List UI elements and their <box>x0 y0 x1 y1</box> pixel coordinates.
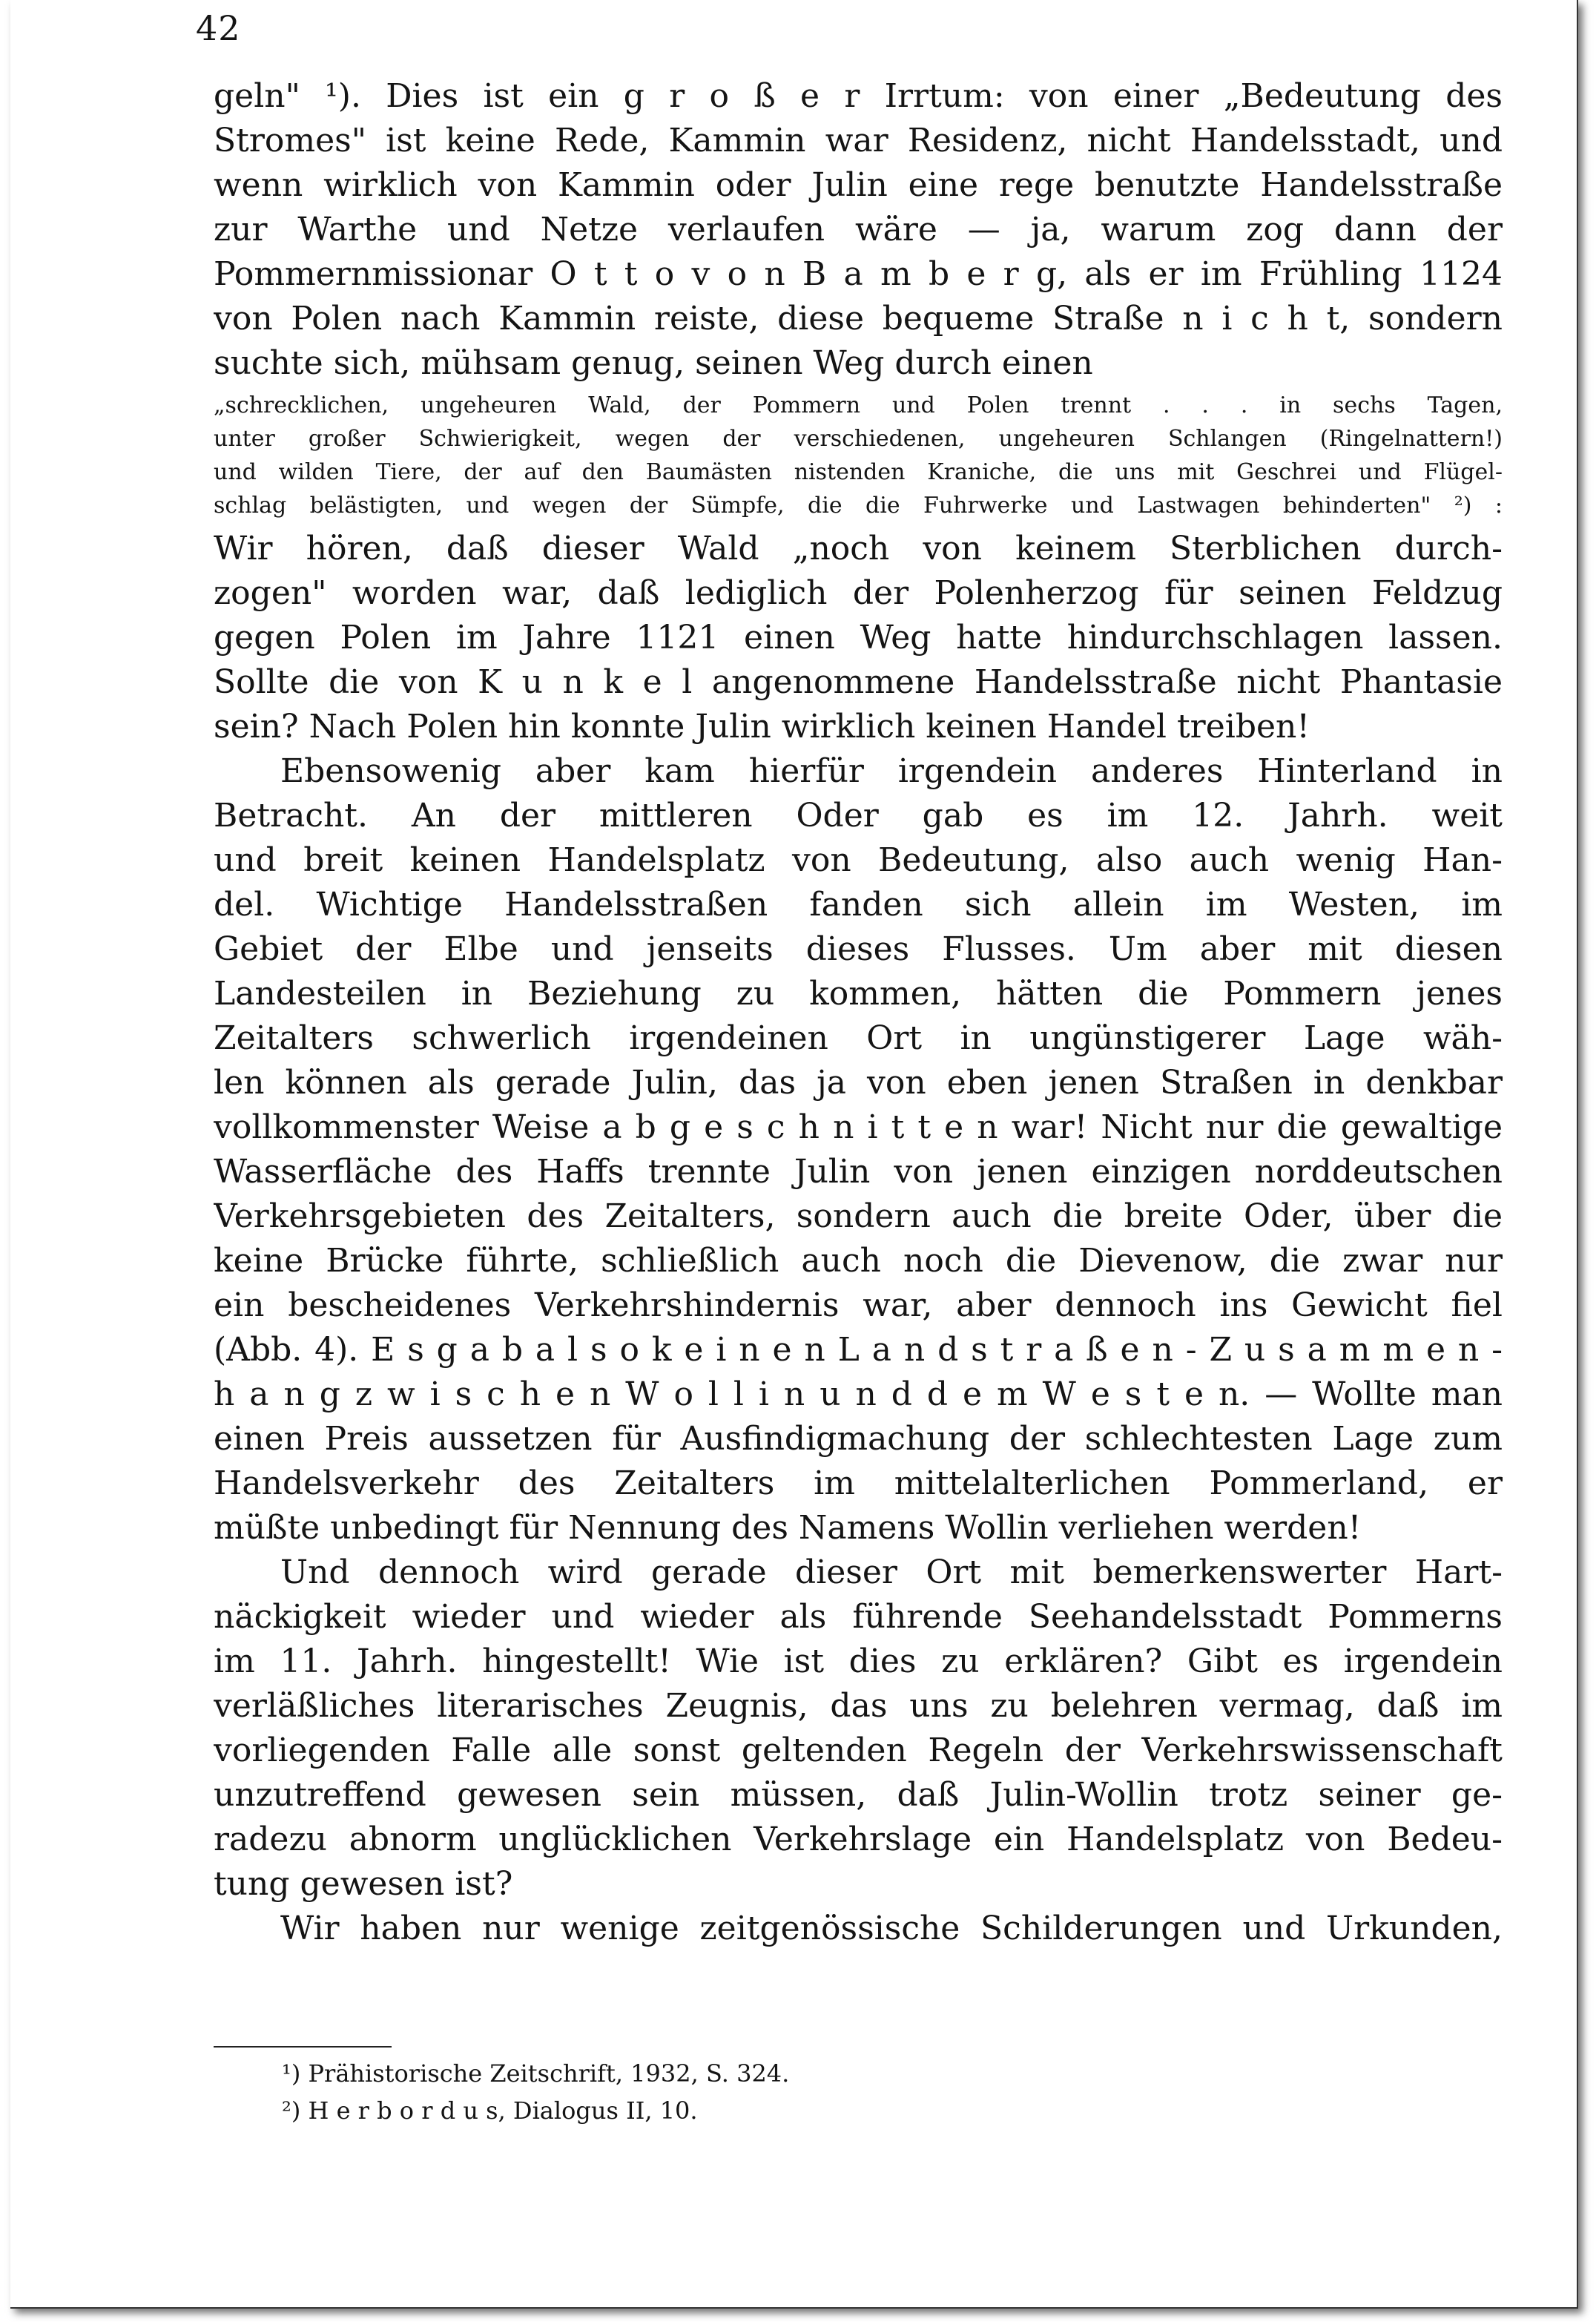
text-line: und breit keinen Handelsplatz von Bedeutung, also auch wenig Han- <box>214 841 1503 879</box>
text-line: Gebiet der Elbe und jenseits dieses Flusses. Um aber mit diesen <box>214 930 1503 968</box>
text-line: verläßliches literarisches Zeugnis, das uns zu belehren vermag, daß im <box>214 1687 1503 1725</box>
footnotes <box>282 2055 1172 2129</box>
quote-line: und wilden Tiere, der auf den Baumästen nistenden Kraniche, die uns mit Geschrei und Flügel- <box>214 459 1503 485</box>
text-line: (Abb. 4). E s g a b a l s o k e i n e n L a n d s t r a ß e n - Z u s a m m e n - <box>214 1331 1503 1369</box>
text-line: wenn wirklich von Kammin oder Julin eine rege benutzte Handelsstraße <box>214 166 1503 204</box>
text-line: Betracht. An der mittleren Oder gab es im 12. Jahrh. weit <box>214 797 1503 835</box>
text-line: geln" ¹). Dies ist ein g r o ß e r Irrtum: von einer „Bedeutung des <box>214 77 1503 115</box>
main-text <box>214 74 1503 1951</box>
text-line: vorliegenden Falle alle sonst geltenden Regeln der Verkehrswissenschaft <box>214 1731 1503 1769</box>
text-line: len können als gerade Julin, das ja von eben jenen Straßen in denkbar <box>214 1064 1503 1102</box>
text-line: sein? Nach Polen hin konnte Julin wirklich keinen Handel treiben! <box>214 708 1310 746</box>
text-line: radezu abnorm unglücklichen Verkehrslage ein Handelsplatz von Bedeu- <box>214 1821 1503 1858</box>
text-line: unzutreffend gewesen sein müssen, daß Julin-Wollin trotz seiner ge- <box>214 1776 1503 1814</box>
text-line: Verkehrsgebieten des Zeitalters, sondern auch die breite Oder, über die <box>214 1197 1503 1235</box>
text-line: Landesteilen in Beziehung zu kommen, hätten die Pommern jenes <box>214 975 1503 1013</box>
text-line: im 11. Jahrh. hingestellt! Wie ist dies zu erklären? Gibt es irgendein <box>214 1642 1503 1680</box>
text-line: Stromes" ist keine Rede, Kammin war Residenz, nicht Handelsstadt, und <box>214 122 1503 159</box>
quote-line: schlag belästigten, und wegen der Sümpfe, die die Fuhrwerke und Lastwagen behinderten" ²) : <box>214 493 1503 519</box>
block-quote <box>214 389 1503 522</box>
text-line: vollkommenster Weise a b g e s c h n i t t e n war! Nicht nur die gewaltige <box>214 1108 1503 1146</box>
text-line: zur Warthe und Netze verlaufen wäre — ja, warum zog dann der <box>214 211 1503 249</box>
text-line: Ebensowenig aber kam hierfür irgendein anderes Hinterland in <box>280 752 1503 790</box>
text-line: Zeitalters schwerlich irgendeinen Ort in ungünstigerer Lage wäh- <box>214 1019 1503 1057</box>
text-line: Wasserfläche des Haffs trennte Julin von jenen einzigen norddeutschen <box>214 1153 1503 1191</box>
text-line: Pommernmissionar O t t o v o n B a m b e r g, als er im Frühling 1124 <box>214 255 1503 293</box>
quote-line: unter großer Schwierigkeit, wegen der verschiedenen, ungeheuren Schlangen (Ringelnattern!) <box>214 426 1503 452</box>
text-line: Handelsverkehr des Zeitalters im mittelalterlichen Pommerland, er <box>214 1464 1503 1502</box>
footnote-divider <box>214 2046 392 2048</box>
text-line: tung gewesen ist? <box>214 1865 513 1903</box>
text-line: Wir haben nur wenige zeitgenössische Schilderungen und Urkunden, <box>280 1910 1503 1947</box>
text-line: suchte sich, mühsam genug, seinen Weg durch einen <box>214 344 1093 382</box>
page <box>10 0 1578 2309</box>
text-line: von Polen nach Kammin reiste, diese bequeme Straße n i c h t, sondern <box>214 300 1503 338</box>
text-line: Und dennoch wird gerade dieser Ort mit bemerkenswerter Hart- <box>280 1553 1503 1591</box>
text-line: näckigkeit wieder und wieder als führende Seehandelsstadt Pommerns <box>214 1598 1503 1636</box>
footnote: ¹) Prähistorische Zeitschrift, 1932, S. 324. <box>282 2059 790 2088</box>
quote-line: „schrecklichen, ungeheuren Wald, der Pommern und Polen trennt . . . in sechs Tagen, <box>214 392 1503 418</box>
text-line: müßte unbedingt für Nennung des Namens Wollin verliehen werden! <box>214 1509 1362 1547</box>
text-line: Wir hören, daß dieser Wald „noch von keinem Sterblichen durch- <box>214 530 1503 568</box>
text-line: einen Preis aussetzen für Ausfindigmachung der schlechtesten Lage zum <box>214 1420 1503 1458</box>
text-line: keine Brücke führte, schließlich auch noch die Dievenow, die zwar nur <box>214 1242 1503 1280</box>
text-line: gegen Polen im Jahre 1121 einen Weg hatte hindurchschlagen lassen. <box>214 619 1503 657</box>
text-line: ein bescheidenes Verkehrshindernis war, aber dennoch ins Gewicht fiel <box>214 1286 1503 1324</box>
text-line: zogen" worden war, daß lediglich der Polenherzog für seinen Feldzug <box>214 574 1503 612</box>
footnote: ²) H e r b o r d u s, Dialogus II, 10. <box>282 2096 698 2125</box>
text-line: h a n g z w i s c h e n W o l l i n u n d d e m W e s t e n. — Wollte man <box>214 1375 1503 1413</box>
page-number: 42 <box>196 8 241 48</box>
text-line: del. Wichtige Handelsstraßen fanden sich allein im Westen, im <box>214 886 1503 924</box>
text-line: Sollte die von K u n k e l angenommene Handelsstraße nicht Phantasie <box>214 663 1503 701</box>
